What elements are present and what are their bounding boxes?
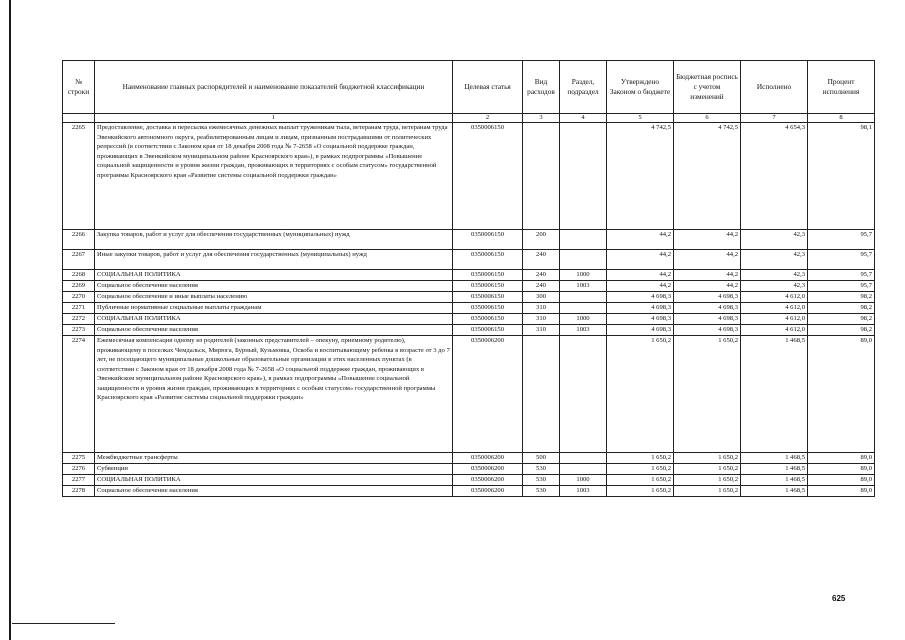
row-name: Закупка товаров, работ и услуг для обеспечения государственных (муниципальных) нужд — [95, 230, 453, 250]
row-expense-type: 200 — [523, 230, 560, 250]
table-row — [63, 453, 875, 464]
row-executed: 4 612,0 — [741, 314, 808, 325]
table-row — [63, 486, 875, 497]
row-percent: 98,2 — [808, 292, 875, 303]
row-executed: 1 468,5 — [741, 336, 808, 453]
header-target-article: Целевая статья — [453, 61, 523, 114]
row-approved: 1 650,2 — [607, 464, 674, 475]
row-name: СОЦИАЛЬНАЯ ПОЛИТИКА — [95, 314, 453, 325]
row-name: Публичные нормативные социальные выплаты гражданам — [95, 303, 453, 314]
row-number: 2278 — [63, 486, 95, 497]
row-target-article: 0350006150 — [453, 325, 523, 336]
row-number: 2273 — [63, 325, 95, 336]
row-target-article: 0350006200 — [453, 336, 523, 453]
row-budget-list: 4 698,3 — [674, 325, 741, 336]
row-executed: 4 612,0 — [741, 325, 808, 336]
row-executed: 42,3 — [741, 250, 808, 270]
row-name: Предоставление, доставка и пересылка ежемесячных денежных выплат труженикам тыла, ветеранам труда, ветеранам труда Эвенкийского автономного округа, реабилитированным лицам и лицам, признанным пострадавшими от политических репрессий (в соответствии с Законом края от 18 декабря 2008 года № 7-2658 «О социальной поддержке граждан, проживающих в Эвенкийском муниципальном районе Красноярского края»), в рамках подпрограммы «Повышение социальной защищенности и уровня жизни граждан, проживающих в территориях с особым статусом» государственной программы Красноярского края «Развитие системы социальной поддержки граждан» — [95, 123, 453, 230]
row-approved: 4 742,5 — [607, 123, 674, 230]
row-executed: 42,3 — [741, 270, 808, 281]
row-target-article: 0350006150 — [453, 314, 523, 325]
header-percent: Процент исполнения — [808, 61, 875, 114]
row-name: СОЦИАЛЬНАЯ ПОЛИТИКА — [95, 475, 453, 486]
row-percent: 95,7 — [808, 281, 875, 292]
row-percent: 89,0 — [808, 336, 875, 453]
row-approved: 44,2 — [607, 281, 674, 292]
column-number: 6 — [674, 114, 741, 123]
page-number: 625 — [832, 594, 846, 603]
row-target-article: 0350006200 — [453, 475, 523, 486]
row-budget-list: 1 650,2 — [674, 336, 741, 453]
row-expense-type — [523, 123, 560, 230]
row-section: 1003 — [560, 325, 607, 336]
row-target-article: 0350006200 — [453, 453, 523, 464]
column-number: 7 — [741, 114, 808, 123]
row-name: Социальное обеспечение и иные выплаты населению — [95, 292, 453, 303]
row-executed: 4 654,3 — [741, 123, 808, 230]
row-name: Социальное обеспечение населения — [95, 486, 453, 497]
row-approved: 4 698,3 — [607, 325, 674, 336]
row-section: 1000 — [560, 475, 607, 486]
row-target-article: 0350006200 — [453, 486, 523, 497]
row-executed: 1 468,5 — [741, 486, 808, 497]
row-expense-type: 500 — [523, 453, 560, 464]
row-section: 1000 — [560, 270, 607, 281]
row-approved: 44,2 — [607, 250, 674, 270]
row-approved: 4 698,3 — [607, 314, 674, 325]
row-executed: 1 468,5 — [741, 475, 808, 486]
row-target-article: 0350006150 — [453, 303, 523, 314]
column-number: 3 — [523, 114, 560, 123]
header-row-no: № строки — [63, 61, 95, 114]
row-expense-type: 300 — [523, 292, 560, 303]
row-percent: 95,7 — [808, 250, 875, 270]
row-target-article: 0350006150 — [453, 292, 523, 303]
header-expense-type: Вид расходов — [523, 61, 560, 114]
header-budget-list: Бюджетная роспись с учетом изменений — [674, 61, 741, 114]
table-row — [63, 336, 875, 453]
row-budget-list: 4 698,3 — [674, 292, 741, 303]
row-section — [560, 303, 607, 314]
column-number: 8 — [808, 114, 875, 123]
row-approved: 1 650,2 — [607, 486, 674, 497]
table-row — [63, 325, 875, 336]
table-row — [63, 303, 875, 314]
header-executed: Исполнено — [741, 61, 808, 114]
row-approved: 1 650,2 — [607, 453, 674, 464]
row-number: 2266 — [63, 230, 95, 250]
row-expense-type: 530 — [523, 464, 560, 475]
row-budget-list: 4 698,3 — [674, 303, 741, 314]
row-expense-type: 240 — [523, 270, 560, 281]
row-expense-type: 530 — [523, 486, 560, 497]
row-expense-type: 240 — [523, 250, 560, 270]
header-name: Наименование главных распорядителей и наименование показателей бюджетной классификации — [95, 61, 453, 114]
row-executed: 42,3 — [741, 230, 808, 250]
row-expense-type — [523, 336, 560, 453]
column-number: 1 — [95, 114, 453, 123]
table-row — [63, 270, 875, 281]
table-row — [63, 475, 875, 486]
table-row — [63, 281, 875, 292]
row-expense-type: 310 — [523, 325, 560, 336]
row-name: Социальное обеспечение населения — [95, 325, 453, 336]
row-number: 2265 — [63, 123, 95, 230]
binding-edge-line — [9, 0, 11, 640]
row-section — [560, 292, 607, 303]
row-approved: 4 698,3 — [607, 292, 674, 303]
table-row — [63, 464, 875, 475]
row-target-article: 0350006150 — [453, 123, 523, 230]
row-section — [560, 230, 607, 250]
row-expense-type: 310 — [523, 303, 560, 314]
row-expense-type: 530 — [523, 475, 560, 486]
row-number: 2271 — [63, 303, 95, 314]
row-section: 1003 — [560, 281, 607, 292]
row-budget-list: 4 698,3 — [674, 314, 741, 325]
row-approved: 44,2 — [607, 270, 674, 281]
row-name: Межбюджетные трансферты — [95, 453, 453, 464]
row-number: 2268 — [63, 270, 95, 281]
row-target-article: 0350006150 — [453, 270, 523, 281]
table-body — [63, 114, 875, 497]
row-budget-list: 44,2 — [674, 250, 741, 270]
row-percent: 95,7 — [808, 230, 875, 250]
column-number — [63, 114, 95, 123]
row-percent: 98,2 — [808, 325, 875, 336]
row-percent: 89,0 — [808, 475, 875, 486]
row-approved: 44,2 — [607, 230, 674, 250]
row-percent: 89,0 — [808, 464, 875, 475]
row-executed: 4 612,0 — [741, 303, 808, 314]
row-target-article: 0350006150 — [453, 230, 523, 250]
row-number: 2269 — [63, 281, 95, 292]
row-number: 2274 — [63, 336, 95, 453]
row-percent: 98,1 — [808, 123, 875, 230]
row-executed: 1 468,5 — [741, 464, 808, 475]
row-name: Социальное обеспечение населения — [95, 281, 453, 292]
row-budget-list: 44,2 — [674, 270, 741, 281]
column-number: 4 — [560, 114, 607, 123]
row-number: 2267 — [63, 250, 95, 270]
row-budget-list: 44,2 — [674, 230, 741, 250]
row-percent: 89,0 — [808, 486, 875, 497]
row-executed: 4 612,0 — [741, 292, 808, 303]
row-approved: 1 650,2 — [607, 475, 674, 486]
row-target-article: 0350006150 — [453, 250, 523, 270]
row-section: 1000 — [560, 314, 607, 325]
row-approved: 1 650,2 — [607, 336, 674, 453]
budget-execution-table — [62, 60, 875, 497]
table-row — [63, 314, 875, 325]
column-numbers-row — [63, 114, 875, 123]
row-name: СОЦИАЛЬНАЯ ПОЛИТИКА — [95, 270, 453, 281]
row-budget-list: 1 650,2 — [674, 464, 741, 475]
table-row — [63, 230, 875, 250]
row-percent: 95,7 — [808, 270, 875, 281]
row-number: 2272 — [63, 314, 95, 325]
row-executed: 1 468,5 — [741, 453, 808, 464]
row-expense-type: 310 — [523, 314, 560, 325]
row-name: Ежемесячная компенсация одному из родителей (законных представителей – опекуну, приемному родителю), проживающему в поселках Чемдальск, Мирюга, Бурный, Кузьмовка, Оскоба и воспитывающему ребенка в возрасте от 3 до 7 лет, не посещающего муниципальные дошкольные образовательные организации в этих населенных пунктах (в соответствии с Законом края от 18 декабря 2008 года № 7-2658 «О социальной поддержке граждан, проживающих в Эвенкийском муниципальном районе Красноярского края»), в рамках подпрограммы «Повышение социальной защищенности и уровня жизни граждан, проживающих в территориях с особым статусом» государственной программы Красноярского края «Развитие системы социальной поддержки граждан» — [95, 336, 453, 453]
row-budget-list: 1 650,2 — [674, 453, 741, 464]
row-executed: 42,3 — [741, 281, 808, 292]
row-budget-list: 1 650,2 — [674, 475, 741, 486]
row-section — [560, 123, 607, 230]
row-section — [560, 453, 607, 464]
row-percent: 98,2 — [808, 314, 875, 325]
header-section: Раздел, подраздел — [560, 61, 607, 114]
row-name: Иные закупки товаров, работ и услуг для обеспечения государственных (муниципальных) нужд — [95, 250, 453, 270]
row-name: Субвенции — [95, 464, 453, 475]
row-budget-list: 44,2 — [674, 281, 741, 292]
row-number: 2276 — [63, 464, 95, 475]
row-expense-type: 240 — [523, 281, 560, 292]
row-section: 1003 — [560, 486, 607, 497]
row-number: 2277 — [63, 475, 95, 486]
row-target-article: 0350006150 — [453, 281, 523, 292]
row-target-article: 0350006200 — [453, 464, 523, 475]
row-approved: 4 698,3 — [607, 303, 674, 314]
table-row — [63, 292, 875, 303]
footnote-separator — [12, 623, 115, 624]
row-number: 2270 — [63, 292, 95, 303]
row-number: 2275 — [63, 453, 95, 464]
row-section — [560, 250, 607, 270]
table-row — [63, 123, 875, 230]
row-section — [560, 464, 607, 475]
table-header — [63, 61, 875, 114]
row-percent: 89,0 — [808, 453, 875, 464]
row-section — [560, 336, 607, 453]
column-number: 2 — [453, 114, 523, 123]
column-number: 5 — [607, 114, 674, 123]
row-percent: 98,2 — [808, 303, 875, 314]
row-budget-list: 4 742,5 — [674, 123, 741, 230]
table-row — [63, 250, 875, 270]
header-approved: Утверждено Законом о бюджете — [607, 61, 674, 114]
row-budget-list: 1 650,2 — [674, 486, 741, 497]
